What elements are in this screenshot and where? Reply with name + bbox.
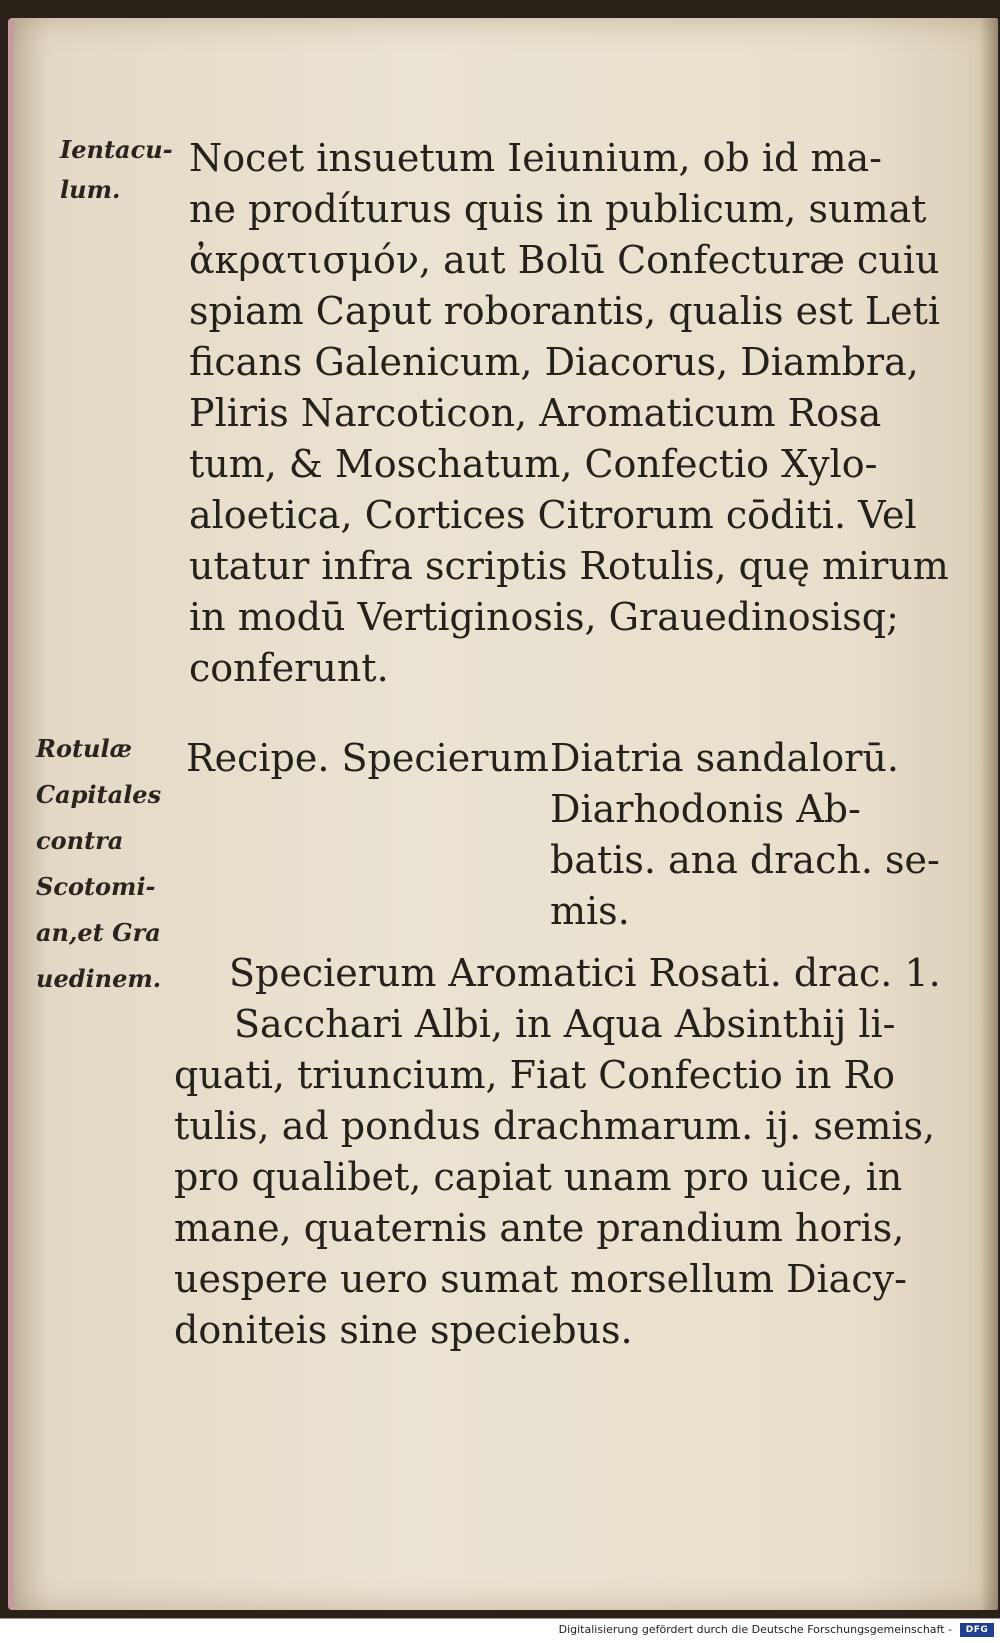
page-gutter-shadow — [980, 18, 998, 1610]
margin-line: Rotulæ — [36, 734, 132, 763]
text-line: ficans Galenicum, Diacorus, Diambra, — [189, 340, 919, 384]
ingredient-line: Diarhodonis Ab- — [550, 787, 861, 831]
book-page — [8, 18, 998, 1610]
margin-line: contra — [36, 826, 124, 855]
funding-footer — [0, 1618, 1000, 1643]
margin-line: uedinem. — [36, 964, 162, 993]
margin-line: Scotomi- — [36, 872, 156, 901]
text-line: tulis, ad pondus drachmarum. ij. semis, — [174, 1104, 936, 1148]
ingredient-line: mis. — [550, 889, 630, 933]
paragraph-ientaculum — [189, 133, 949, 694]
text-line: Sacchari Albi, in Aqua Absinthij li- — [234, 1002, 896, 1046]
text-line: spiam Caput roborantis, qualis est Leti — [189, 289, 941, 333]
text-line: uespere uero sumat morsellum Diacy- — [174, 1257, 907, 1301]
ingredient-line: batis. ana drach. se- — [550, 838, 940, 882]
dfg-logo: DFG — [960, 1623, 994, 1637]
funding-credit-text: Digitalisierung gefördert durch die Deutsche Forschungsgemeinschaft - — [558, 1623, 952, 1636]
marginal-note-rotulae — [36, 726, 161, 1002]
text-line: Pliris Narcoticon, Aromaticum Rosa — [189, 391, 882, 435]
margin-line: Capitales — [36, 780, 162, 809]
text-line: doniteis sine speciebus. — [174, 1308, 633, 1352]
text-line: conferunt. — [189, 646, 389, 690]
text-line: quati, triuncium, Fiat Confectio in Ro — [174, 1053, 896, 1097]
margin-line: an,et Gra — [36, 918, 161, 947]
text-line: aloetica, Cortices Citrorum cōditi. Vel — [189, 493, 917, 537]
paragraph-recipe-instructions — [174, 948, 941, 1356]
text-line: Nocet insuetum Ieiunium, ob id ma- — [189, 136, 882, 180]
text-line: utatur infra scriptis Rotulis, quę mirum — [189, 544, 949, 588]
margin-line: lum. — [60, 175, 121, 204]
marginal-note-ientaculum — [60, 130, 173, 210]
text-line: pro qualibet, capiat unam pro uice, in — [174, 1155, 903, 1199]
ingredient-line: Diatria sandalorū. — [550, 736, 899, 780]
text-line: Specierum Aromatici Rosati. drac. 1. — [229, 951, 941, 995]
text-line: ne prodíturus quis in publicum, sumat — [189, 187, 927, 231]
text-line: mane, quaternis ante prandium horis, — [174, 1206, 905, 1250]
text-line: tum, & Moschatum, Confectio Xylo- — [189, 442, 878, 486]
text-line: in modū Vertiginosis, Grauedinosisq; — [189, 595, 899, 639]
recipe-heading: Recipe. Specierum — [186, 736, 549, 780]
margin-line: Ientacu- — [60, 135, 173, 164]
text-line: ἀκρατισμόν, aut Bolū Confecturæ cuiu — [189, 238, 940, 282]
recipe-ingredients — [550, 733, 940, 937]
